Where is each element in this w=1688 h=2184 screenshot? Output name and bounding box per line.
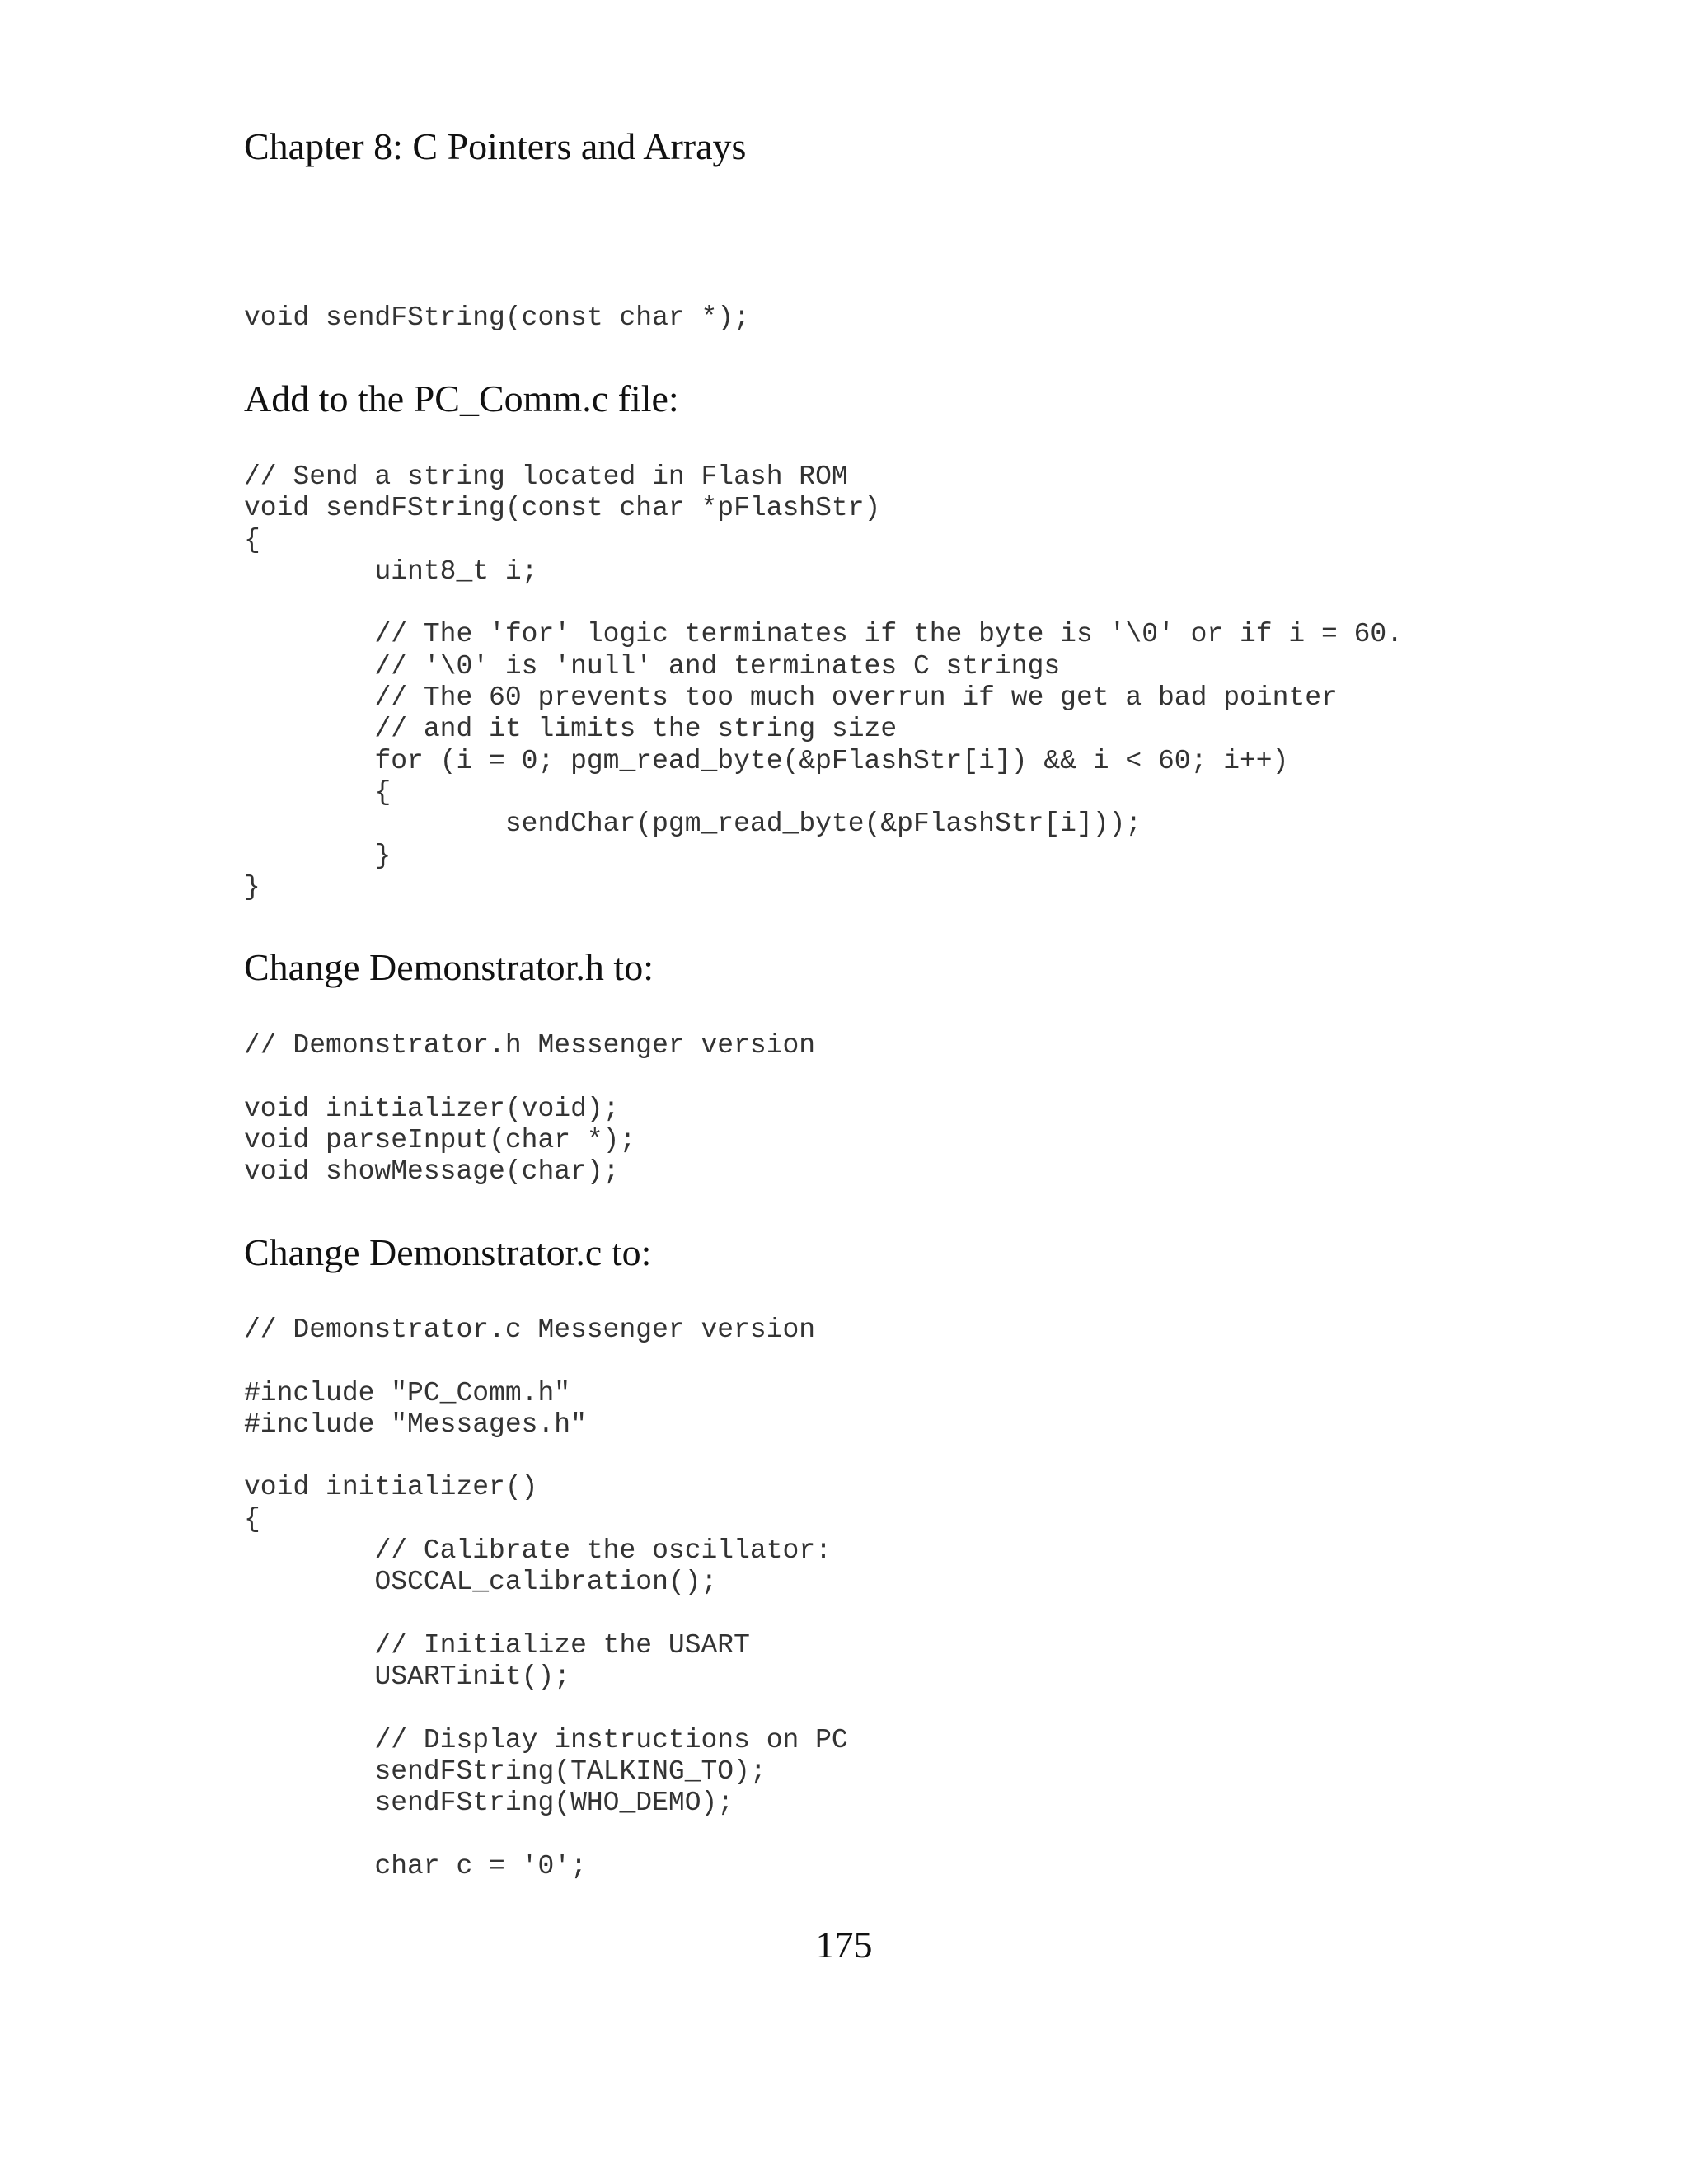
section-heading-demonstrator-h: Change Demonstrator.h to: [244, 946, 654, 988]
code-block-prototype: void sendFString(const char *); [244, 302, 750, 333]
section-heading-demonstrator-c: Change Demonstrator.c to: [244, 1231, 652, 1273]
code-block-demonstrator-h: // Demonstrator.h Messenger version void initializer(void); void parseInput(char *); void showMessage(char); [244, 1030, 816, 1188]
section-heading-pc-comm: Add to the PC_Comm.c file: [244, 377, 679, 419]
chapter-title: Chapter 8: C Pointers and Arrays [244, 125, 747, 167]
code-block-demonstrator-c: // Demonstrator.c Messenger version #include "PC_Comm.h" #include "Messages.h" void initializer() { // Calibrate the oscillator: OSCCAL_calibration(); // Initialize the USART USARTinit(); // Display instructions on PC sendFString(TALKING_TO); sendFString(WHO_DEMO); char c = '0'; [244, 1315, 848, 1882]
code-block-sendfstring: // Send a string located in Flash ROM void sendFString(const char *pFlashStr) { uint8_t i; // The 'for' logic terminates if the byte is '\0' or if i = 60. // '\0' is 'null' and terminates C strings // The 60 prevents too much overrun if we get a bad pointer // and it limits the string size for (i = 0; pgm_read_byte(&pFlashStr[i]) && i < 60; i++) { sendChar(pgm_read_byte(&pFlashStr[i])); } } [244, 462, 1404, 902]
page-number: 175 [815, 1924, 873, 1966]
